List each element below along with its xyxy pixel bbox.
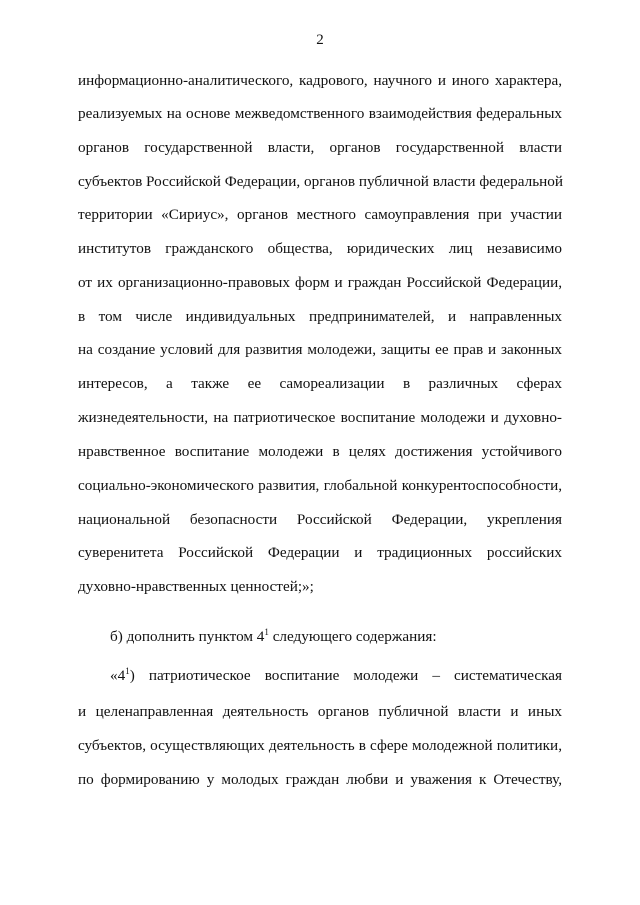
text-line: национальной безопасности Российской Федерации, укрепления xyxy=(78,511,562,528)
text-line: информационно-аналитического, кадрового, научного и иного характера, xyxy=(78,72,562,89)
item-b-text: б) дополнить пунктом 4 xyxy=(110,628,265,645)
text-line: на создание условий для развития молодежи, защиты ее прав и законных xyxy=(78,341,562,358)
text-line: нравственное воспитание молодежи в целях достижения устойчивого xyxy=(78,443,562,460)
page-number: 2 xyxy=(316,32,324,48)
item-4-1-text: «4 xyxy=(110,667,126,684)
text-line: институтов гражданского общества, юридических лиц независимо xyxy=(78,240,562,257)
item-b-paragraph xyxy=(110,627,562,647)
text-line: по формированию у молодых граждан любви и уважения к Отечеству, xyxy=(78,771,562,788)
text-line: суверенитета Российской Федерации и традиционных российских xyxy=(78,544,562,561)
text-line: органов государственной власти, органов государственной власти xyxy=(78,139,562,156)
text-line: и целенаправленная деятельность органов публичной власти и иных xyxy=(78,703,562,720)
item-4-1-first-line xyxy=(110,666,562,686)
text-line: от их организационно-правовых форм и граждан Российской Федерации, xyxy=(78,274,562,291)
text-line: территории «Сириус», органов местного самоуправления при участии xyxy=(78,206,562,223)
superscript: 1 xyxy=(264,627,269,637)
text-line: социально-экономического развития, глобальной конкурентоспособности, xyxy=(78,477,562,494)
text-line: реализуемых на основе межведомственного взаимодействия федеральных xyxy=(78,105,562,122)
text-line: жизнедеятельности, на патриотическое воспитание молодежи и духовно- xyxy=(78,409,562,426)
text-line: субъектов, осуществляющих деятельность в сфере молодежной политики, xyxy=(78,737,562,754)
text-line: интересов, а также ее самореализации в различных сферах xyxy=(78,375,562,392)
text-line: духовно-нравственных ценностей;»; xyxy=(78,578,314,595)
item-4-1-text: ) патриотическое воспитание молодежи – систематическая xyxy=(129,667,562,684)
superscript: 1 xyxy=(125,666,130,676)
item-b-text: следующего содержания: xyxy=(268,628,437,645)
text-line: субъектов Российской Федерации, органов публичной власти федеральной xyxy=(78,173,563,190)
text-line: в том числе индивидуальных предпринимателей, и направленных xyxy=(78,308,562,325)
